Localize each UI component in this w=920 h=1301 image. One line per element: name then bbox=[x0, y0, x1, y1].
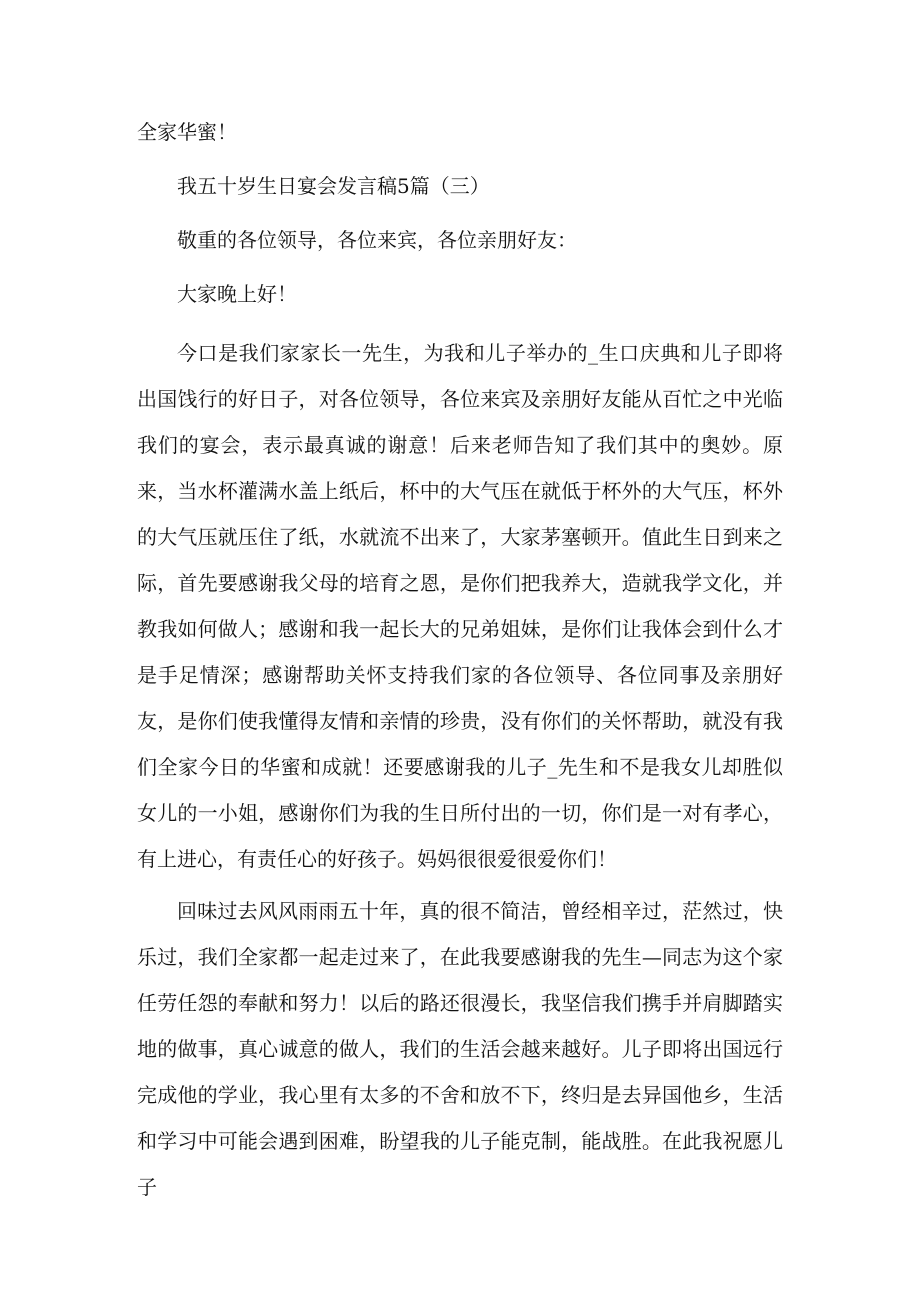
section-title: 我五十岁生日宴会发言稿5篇（三） bbox=[177, 174, 490, 198]
closing-line: 全家华蜜！ bbox=[137, 120, 237, 144]
salutation: 敬重的各位领导，各位来宾，各位亲朋好友： bbox=[177, 228, 577, 252]
greeting: 大家晚上好！ bbox=[177, 282, 297, 306]
document-body bbox=[137, 114, 783, 1216]
body-paragraph-2: 回味过去风风雨雨五十年，真的很不简洁，曾经相辛过，茫然过，快乐过，我们全家都一起走过来了，在此我要感谢我的先生—同志为这个家任劳任怨的奉献和努力！以后的路还很漫长，我坚信我们携手并肩脚踏实地的做事，真心诚意的做人，我们的生活会越来越好。儿子即将出国远行完成他的学业，我心里有太多的不舍和放不下，终归是去异国他乡，生活和学习中可能会遇到困难，盼望我的儿子能克制，能战胜。在此我祝愿儿子 bbox=[137, 899, 783, 1199]
body-paragraph-1: 今口是我们家家长一先生，为我和儿子举办的_生口庆典和儿子即将出国饯行的好日子，对各位领导，各位来宾及亲朋好友能从百忙之中光临我们的宴会，表示最真诚的谢意！后来老师告知了我们其中的奥妙。原来，当水杯灌满水盖上纸后，杯中的大气压在就低于杯外的大气压，杯外的大气压就压住了纸，水就流不出来了，大家茅塞顿开。值此生日到来之际，首先要感谢我父母的培育之恩，是你们把我养大，造就我学文化，并教我如何做人；感谢和我一起长大的兄弟姐妹，是你们让我体会到什么才是手足情深；感谢帮助关怀支持我们家的各位领导、各位同事及亲朋好友，是你们使我懂得友情和亲情的珍贵，没有你们的关怀帮助，就没有我们全家今日的华蜜和成就！还要感谢我的儿子_先生和不是我女儿却胜似女儿的一小姐，感谢你们为我的生日所付出的一切，你们是一对有孝心，有上进心，有责任心的好孩子。妈妈很很爱很爱你们！ bbox=[137, 341, 783, 871]
